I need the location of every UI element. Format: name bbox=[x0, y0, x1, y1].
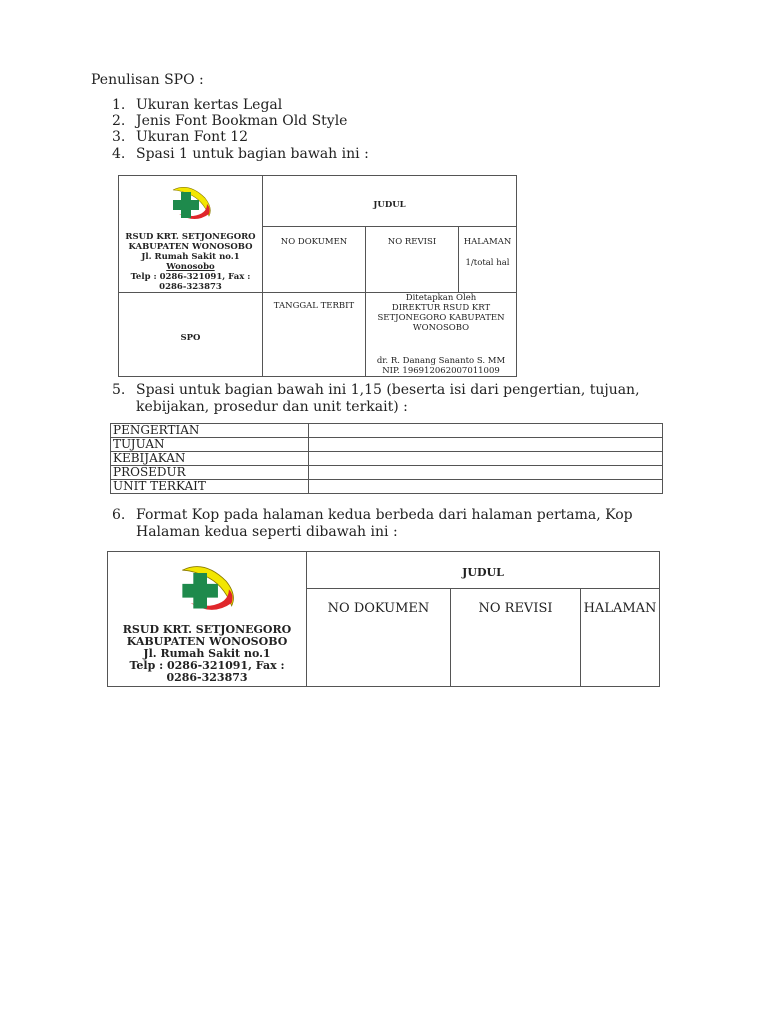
kop-table-second-page bbox=[107, 551, 660, 687]
list-number: 3. bbox=[112, 129, 126, 145]
list-text: Spasi untuk bagian bawah ini 1,15 (beserta isi dari pengertian, tujuan, bbox=[136, 382, 640, 398]
no-revisi-cell bbox=[451, 589, 581, 687]
kop-table-first-page bbox=[118, 175, 517, 377]
list-item bbox=[112, 146, 369, 162]
tanggal-terbit-cell bbox=[263, 293, 366, 377]
sections-table bbox=[110, 423, 663, 494]
no-revisi-label: NO REVISI bbox=[478, 601, 553, 616]
section-label: KEBIJAKAN bbox=[111, 452, 309, 466]
halaman-label: HALAMAN bbox=[583, 601, 657, 616]
spo-cell bbox=[119, 293, 263, 377]
judul-label: JUDUL bbox=[373, 199, 406, 210]
judul-cell bbox=[263, 176, 517, 227]
judul-label: JUDUL bbox=[462, 565, 504, 579]
ditetapkan-line: DIREKTUR RSUD KRT bbox=[391, 303, 491, 313]
hospital-name: RSUD KRT. SETJONEGORO bbox=[125, 232, 256, 242]
no-dokumen-label: NO DOKUMEN bbox=[280, 237, 348, 248]
table-row bbox=[111, 438, 663, 452]
ditetapkan-line: WONOSOBO bbox=[412, 323, 470, 333]
spo-label: SPO bbox=[180, 333, 201, 343]
list-text: Ukuran Font 12 bbox=[136, 129, 249, 145]
section-content bbox=[309, 438, 663, 452]
list-text: Jenis Font Bookman Old Style bbox=[136, 113, 348, 129]
list-item bbox=[112, 382, 640, 398]
list-text: Spasi 1 untuk bagian bawah ini : bbox=[136, 146, 369, 162]
hospital-fax: 0286-323873 bbox=[166, 671, 248, 684]
section-label: UNIT TERKAIT bbox=[111, 480, 309, 494]
list-number: 1. bbox=[112, 97, 126, 113]
list-item bbox=[112, 113, 348, 129]
no-revisi-label: NO REVISI bbox=[387, 237, 437, 248]
no-dokumen-cell bbox=[263, 227, 366, 293]
hospital-city: Wonosobo bbox=[166, 262, 215, 272]
hospital-name: RSUD KRT. SETJONEGORO bbox=[122, 623, 292, 636]
hospital-cell bbox=[108, 552, 307, 687]
list-item bbox=[112, 97, 283, 113]
list-text: Format Kop pada halaman kedua berbeda dari halaman pertama, Kop bbox=[136, 507, 633, 523]
list-number: 6. bbox=[112, 507, 126, 523]
table-row bbox=[111, 424, 663, 438]
halaman-cell bbox=[459, 227, 517, 293]
section-label: TUJUAN bbox=[111, 438, 309, 452]
section-content bbox=[309, 424, 663, 438]
hospital-cell bbox=[119, 176, 263, 293]
hospital-address: Jl. Rumah Sakit no.1 bbox=[141, 252, 240, 262]
hospital-logo-icon bbox=[119, 184, 262, 222]
tanggal-terbit-label: TANGGAL TERBIT bbox=[273, 301, 355, 311]
section-content bbox=[309, 480, 663, 494]
table-row bbox=[111, 466, 663, 480]
halaman-cell bbox=[581, 589, 660, 687]
director-name: dr. R. Danang Sananto S. MM bbox=[376, 356, 506, 366]
ditetapkan-line: SETJONEGORO KABUPATEN bbox=[377, 313, 505, 323]
hospital-regency: KABUPATEN WONOSOBO bbox=[126, 635, 288, 648]
list-number: 4. bbox=[112, 146, 126, 162]
list-number: 5. bbox=[112, 382, 126, 398]
intro-text: Penulisan SPO : bbox=[91, 72, 204, 88]
judul-cell bbox=[307, 552, 660, 589]
list-text: Ukuran kertas Legal bbox=[136, 97, 283, 113]
hospital-logo-icon bbox=[108, 562, 306, 614]
list-item bbox=[112, 507, 633, 523]
no-dokumen-cell bbox=[307, 589, 451, 687]
hospital-address: Jl. Rumah Sakit no.1 bbox=[143, 647, 271, 660]
table-row bbox=[111, 480, 663, 494]
list-item bbox=[112, 129, 249, 145]
section-label: PENGERTIAN bbox=[111, 424, 309, 438]
ditetapkan-cell bbox=[366, 293, 517, 377]
halaman-label: HALAMAN bbox=[463, 237, 512, 248]
section-content bbox=[309, 466, 663, 480]
hospital-phone: Telp : 0286-321091, Fax : bbox=[129, 659, 285, 672]
ditetapkan-line: Ditetapkan Oleh bbox=[405, 293, 477, 303]
table-row bbox=[111, 452, 663, 466]
list-number: 2. bbox=[112, 113, 126, 129]
section-content bbox=[309, 452, 663, 466]
no-revisi-cell bbox=[366, 227, 459, 293]
halaman-value: 1/total hal bbox=[465, 258, 510, 269]
list-text-continued: kebijakan, prosedur dan unit terkait) : bbox=[136, 399, 408, 415]
hospital-fax: 0286-323873 bbox=[159, 282, 222, 292]
section-label: PROSEDUR bbox=[111, 466, 309, 480]
hospital-regency: KABUPATEN WONOSOBO bbox=[128, 242, 253, 252]
no-dokumen-label: NO DOKUMEN bbox=[327, 601, 430, 616]
director-nip: NIP. 196912062007011009 bbox=[382, 366, 500, 376]
list-text-continued: Halaman kedua seperti dibawah ini : bbox=[136, 524, 398, 540]
hospital-phone: Telp : 0286-321091, Fax : bbox=[130, 272, 251, 282]
